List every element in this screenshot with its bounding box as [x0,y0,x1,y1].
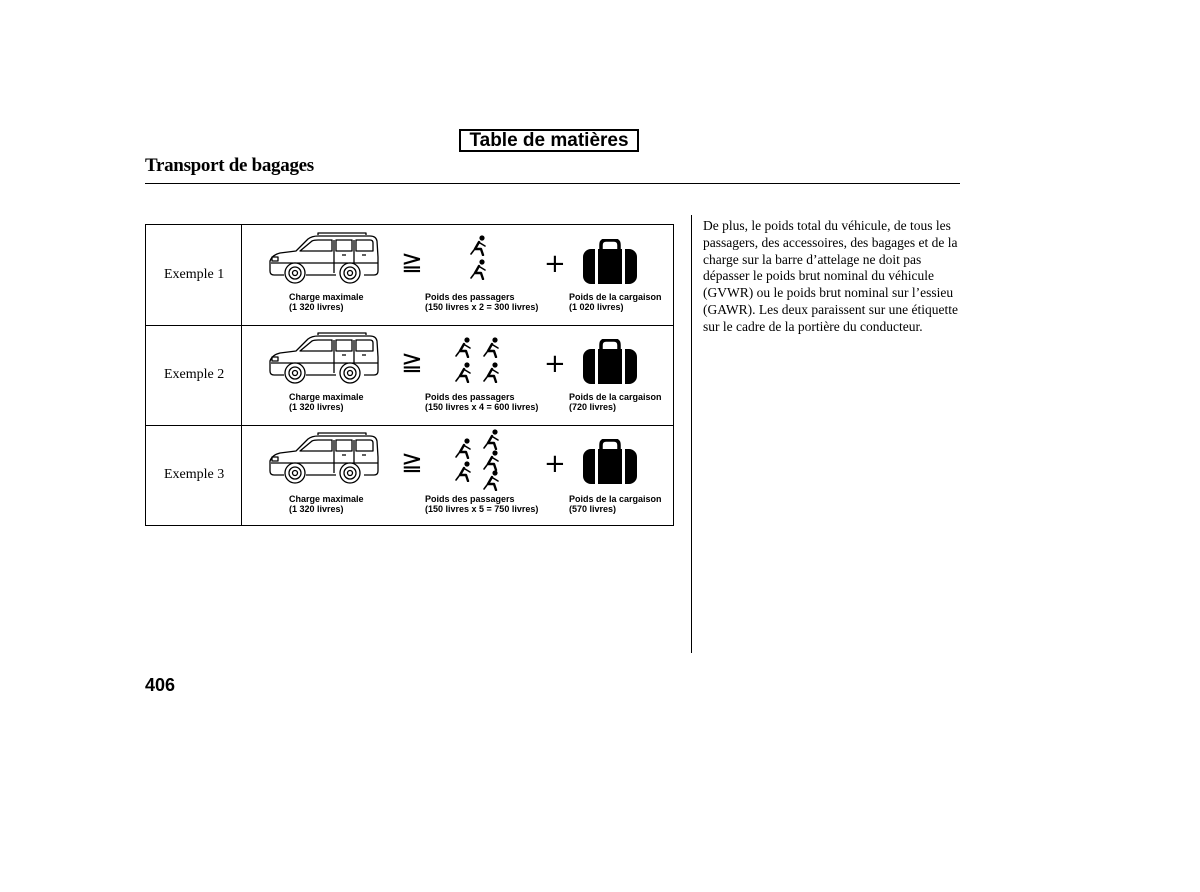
max-load-caption [289,494,364,514]
example-row [146,225,673,326]
caption-value: (720 livres) [569,402,617,412]
example-label: Exemple 2 [164,367,225,382]
max-load-caption [289,292,364,312]
caption-title: Poids des passagers [425,494,515,504]
caption-title: Charge maximale [289,392,364,402]
header-divider [145,183,960,184]
greater-or-equal-symbol: ≧ [401,247,423,277]
caption-value: (150 livres x 4 = 600 livres) [425,402,539,412]
plus-symbol: + [544,449,566,479]
caption-title: Poids des passagers [425,292,515,302]
passenger-weight-caption [425,494,538,514]
caption-title: Poids de la cargaison [569,292,662,302]
passenger-weight-caption [425,292,538,312]
page-number: 406 [145,675,176,695]
caption-value: (1 320 livres) [289,402,344,412]
luggage-icon [582,239,638,285]
max-load-caption [289,392,364,412]
suv-icon [266,231,382,285]
suv-icon [266,331,382,385]
passenger-weight-caption [425,392,538,412]
caption-title: Charge maximale [289,494,364,504]
seated-passenger-icon [480,469,502,491]
seated-passenger-icon [467,258,489,280]
column-divider [691,215,692,653]
example-label-cell [146,425,242,525]
caption-value: (150 livres x 5 = 750 livres) [425,504,539,514]
example-row [146,425,673,525]
caption-title: Poids de la cargaison [569,494,662,504]
caption-value: (150 livres x 2 = 300 livres) [425,302,539,312]
caption-value: (1 020 livres) [569,302,624,312]
plus-symbol: + [544,249,566,279]
luggage-icon [582,339,638,385]
example-row [146,325,673,426]
seated-passenger-icon [480,449,502,471]
caption-title: Poids de la cargaison [569,392,662,402]
body-paragraph: De plus, le poids total du véhicule, de tous les passagers, des accessoires, des bagages et de la charge sur la barre d’attelage ne doit pas dépasser le poids brut nominal du véhicule (GVWR) ou le poids brut nominal sur l’essieu (GAWR). Les deux paraissent sur une étiquette sur le cadre de la portière du conducteur. [703,218,958,334]
seated-passenger-icon [452,437,474,459]
example-label-cell [146,325,242,425]
seated-passenger-icon [480,428,502,450]
seated-passenger-icon [480,336,502,358]
caption-title: Charge maximale [289,292,364,302]
suv-icon [266,431,382,485]
plus-symbol: + [544,349,566,379]
seated-passenger-icon [452,336,474,358]
load-examples-table [145,224,674,526]
cargo-weight-caption [569,494,662,514]
seated-passenger-icon [452,361,474,383]
caption-value: (1 320 livres) [289,504,344,514]
caption-value: (570 livres) [569,504,617,514]
cargo-weight-caption [569,292,662,312]
example-label-cell [146,225,242,325]
caption-title: Poids des passagers [425,392,515,402]
page-title: Transport de bagages [145,155,314,176]
luggage-icon [582,439,638,485]
table-of-contents-button[interactable]: Table de matières [459,129,639,152]
caption-value: (1 320 livres) [289,302,344,312]
seated-passenger-icon [480,361,502,383]
greater-or-equal-symbol: ≧ [401,347,423,377]
example-label: Exemple 3 [164,467,225,482]
seated-passenger-icon [452,460,474,482]
seated-passenger-icon [467,234,489,256]
greater-or-equal-symbol: ≧ [401,447,423,477]
cargo-weight-caption [569,392,662,412]
example-label: Exemple 1 [164,267,225,282]
